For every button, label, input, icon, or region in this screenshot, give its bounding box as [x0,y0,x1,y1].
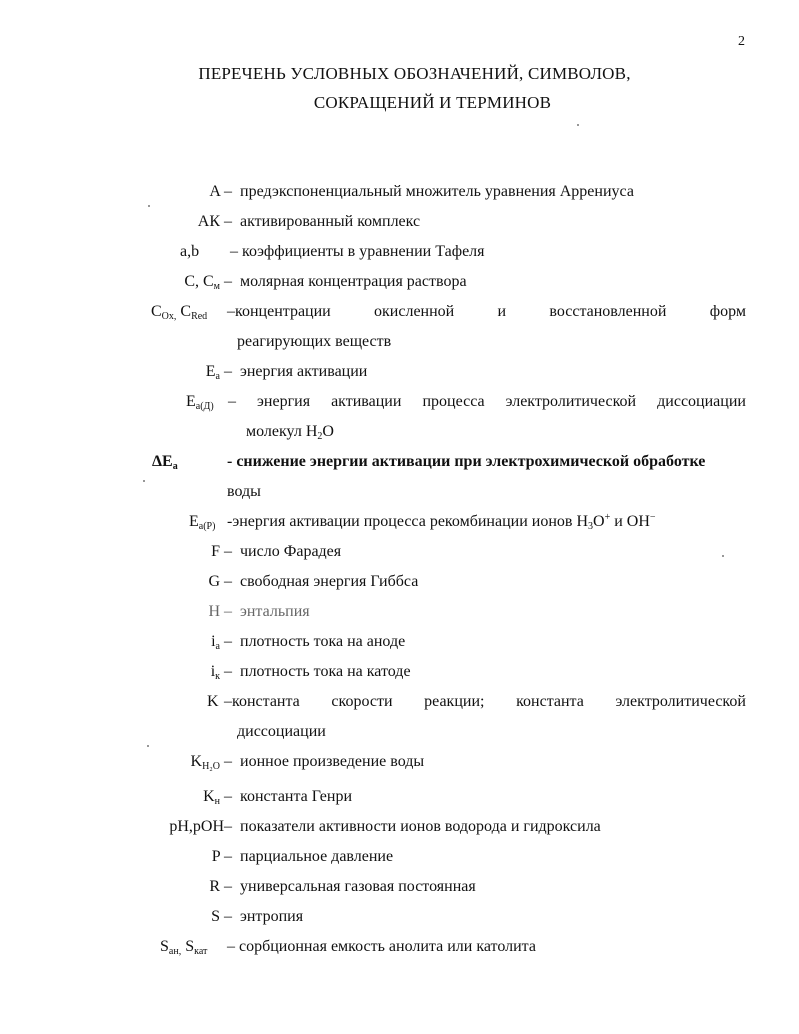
term-symbol: $E_{a(Д)}$ [186,393,214,412]
term-definition: свободная энергия Гиббса [240,573,419,590]
term-definition: показатели активности ионов водорода и гидроксила [240,818,601,835]
term-symbol: H – [208,603,232,620]
term-definition: – коэффициенты в уравнении Тафеля [230,243,485,260]
list-item [0,390,799,414]
page-title-line-2: СОКРАЩЕНИЙ И ТЕРМИНОВ [313,93,552,112]
term-symbol: P – [211,848,232,865]
term-symbol: C, $C_м$ – [184,273,232,292]
list-item [0,510,799,534]
scan-speck [722,555,724,557]
term-symbol: $E_{a(P)}$ [189,513,216,532]
term-symbol: АК – [197,213,232,230]
term-definition: молярная концентрация раствора [240,273,467,290]
term-symbol: $S_{ан,}$ $S_{кат}$ [160,938,208,957]
term-symbol: $\Delta E_a$ [152,453,178,472]
term-symbol: pH,pOH– [169,818,232,835]
term-symbol: a,b [180,243,200,260]
term-definition: энтропия [240,908,304,925]
term-definition: –концентрации окисленной и восстановленной форм [227,303,746,320]
term-definition: – энергия активации процесса электролитической диссоциации [228,393,746,410]
list-item [0,180,799,204]
term-definition-continued: реагирующих веществ [237,333,392,350]
term-definition: ионное произведение воды [240,753,425,770]
term-definition: -энергия активации процесса рекомбинации ионов $H_3O^+$ и OH− [227,512,656,532]
term-definition-continued: молекул $H_2O$ [246,423,334,442]
term-symbol: $K_{H_2O}$ – [190,753,232,772]
term-definition-continued: воды [227,483,261,500]
term-symbol: $K_н$ – [203,788,232,807]
list-item [0,600,799,624]
term-definition-continued: диссоциации [237,723,326,740]
list-item [0,935,799,959]
list-item [0,450,799,474]
list-item [0,750,799,774]
scan-speck [148,205,150,207]
page-title-line-1: ПЕРЕЧЕНЬ УСЛОВНЫХ ОБОЗНАЧЕНИЙ, СИМВОЛОВ, [198,64,631,83]
term-definition: число Фарадея [240,543,342,560]
term-symbol: F – [211,543,232,560]
list-item [0,785,799,809]
term-definition: энергия активации [240,363,368,380]
term-definition: парциальное давление [240,848,394,865]
list-item [0,690,799,714]
list-item [0,210,799,234]
scan-speck [147,745,149,747]
list-item [0,845,799,869]
term-symbol: $i_к$ – [210,663,232,682]
list-item [0,300,799,324]
term-symbol: G – [208,573,232,590]
term-symbol: R – [209,878,232,895]
term-definition: плотность тока на аноде [240,633,406,650]
term-symbol: A – [209,183,232,200]
term-definition: константа Генри [240,788,353,805]
list-item [0,660,799,684]
scan-speck [143,480,145,482]
list-item [0,240,799,264]
list-item [0,360,799,384]
list-item [0,905,799,929]
term-definition: плотность тока на катоде [240,663,411,680]
term-definition: универсальная газовая постоянная [240,878,476,895]
term-symbol: $C_{Ox,}$ $C_{Red}$ [151,303,208,322]
term-symbol: $i_a$ – [211,633,232,652]
scan-speck [577,124,579,126]
page-number: 2 [738,34,745,49]
list-item [0,540,799,564]
list-item [0,270,799,294]
term-symbol: $E_a$ – [205,363,232,382]
list-item [0,630,799,654]
term-definition: – сорбционная емкость анолита или католита [227,938,536,955]
list-item [0,570,799,594]
term-definition: активированный комплекс [240,213,421,230]
term-definition: энтальпия [240,603,310,620]
term-definition: - снижение энергии активации при электрохимической обработке [227,453,706,470]
term-definition: предэкспоненциальный множитель уравнения Аррениуса [240,183,634,200]
list-item [0,875,799,899]
term-symbol: K [207,693,219,710]
term-symbol: S – [211,908,232,925]
term-definition: –константа скорости реакции; константа электролитической [224,693,746,710]
list-item [0,815,799,839]
